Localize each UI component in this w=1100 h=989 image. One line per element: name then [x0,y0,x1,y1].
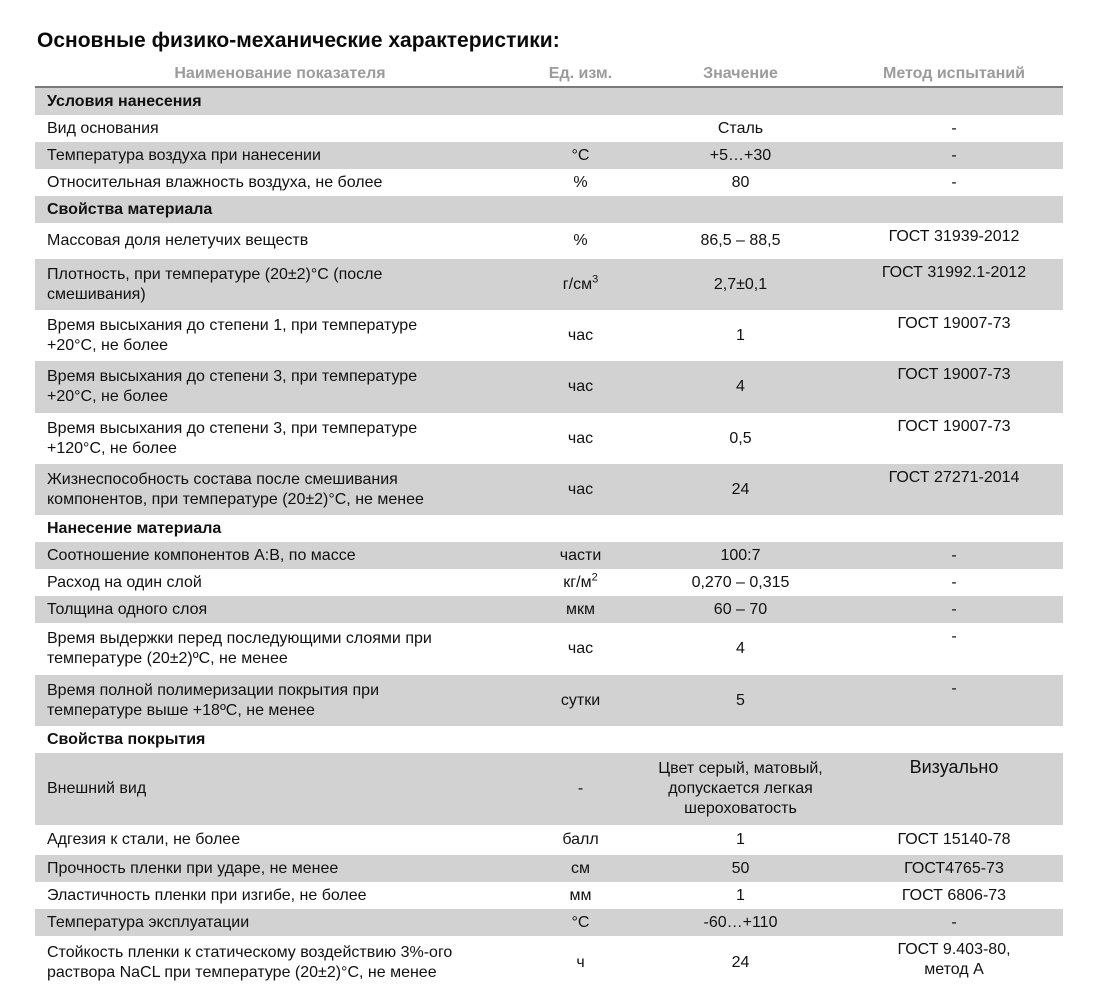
table-row [35,413,1063,464]
table-row [35,259,1063,310]
row-name: Соотношение компонентов А:В, по массе [35,542,525,569]
row-method: ГОСТ4765-73 [845,855,1063,882]
table-row [35,361,1063,413]
table-row [35,310,1063,361]
row-unit: % [525,169,636,196]
row-value: 0,5 [636,413,845,464]
row-value: 1 [636,310,845,361]
row-value: 0,270 – 0,315 [636,569,845,596]
row-name: Прочность пленки при ударе, не менее [35,855,525,882]
row-method: ГОСТ 31992.1-2012 [845,259,1063,310]
row-method: - [845,569,1063,596]
row-unit: $кг/м^2$ [525,569,636,596]
table-row [35,909,1063,936]
column-header-method: Метод испытаний [845,62,1063,87]
row-method: ГОСТ 6806-73 [845,882,1063,909]
row-name: Относительная влажность воздуха, не более [35,169,525,196]
table-header-row [35,62,1063,87]
row-value: +5…+30 [636,142,845,169]
row-method: Визуально [845,753,1063,825]
section-header-row [35,726,1063,753]
row-value: Сталь [636,115,845,142]
row-value: 80 [636,169,845,196]
row-value: 4 [636,361,845,413]
table-row [35,542,1063,569]
row-unit: °C [525,909,636,936]
table-row [35,936,1063,989]
row-method: ГОСТ 19007-73 [845,361,1063,413]
row-unit: балл [525,825,636,855]
row-value: 100:7 [636,542,845,569]
row-unit: - [525,753,636,825]
row-name: Стойкость пленки к статическому воздействию 3%-ого раствора NaCL при температуре (20±2)°C, не менее [35,936,525,989]
section-header-row [35,196,1063,223]
table-row [35,142,1063,169]
row-method: ГОСТ 15140-78 [845,825,1063,855]
section-title: Нанесение материала [35,515,1063,542]
table-row [35,855,1063,882]
row-unit: $г/см^3$ [525,259,636,310]
row-name: Температура эксплуатации [35,909,525,936]
row-name: Время высыхания до степени 1, при температуре +20°C, не более [35,310,525,361]
row-unit: части [525,542,636,569]
row-method: ГОСТ 31939-2012 [845,223,1063,259]
row-unit: ч [525,936,636,989]
row-unit: см [525,855,636,882]
row-unit: час [525,623,636,675]
row-value: 5 [636,675,845,726]
row-value: 24 [636,936,845,989]
row-name: Плотность, при температуре (20±2)°C (после смешивания) [35,259,525,310]
row-method: - [845,675,1063,726]
table-row [35,169,1063,196]
row-unit: час [525,361,636,413]
row-name: Эластичность пленки при изгибе, не более [35,882,525,909]
row-value: 24 [636,464,845,515]
row-value: 1 [636,882,845,909]
section-header-row [35,515,1063,542]
row-name: Расход на один слой [35,569,525,596]
row-method: - [845,115,1063,142]
row-method: - [845,909,1063,936]
row-unit: мм [525,882,636,909]
row-method: - [845,142,1063,169]
table-row [35,623,1063,675]
section-title: Свойства покрытия [35,726,1063,753]
row-unit: час [525,310,636,361]
row-name: Время полной полимеризации покрытия при температуре выше +18ºC, не менее [35,675,525,726]
row-name: Адгезия к стали, не более [35,825,525,855]
table-row [35,464,1063,515]
column-header-name: Наименование показателя [35,62,525,87]
row-value: 4 [636,623,845,675]
row-unit: час [525,413,636,464]
row-value: -60…+110 [636,909,845,936]
row-value: 2,7±0,1 [636,259,845,310]
row-value: 86,5 – 88,5 [636,223,845,259]
row-method: ГОСТ 19007-73 [845,310,1063,361]
row-value: 1 [636,825,845,855]
section-title: Условия нанесения [35,87,1063,115]
row-value: 50 [636,855,845,882]
row-unit: час [525,464,636,515]
row-unit: сутки [525,675,636,726]
table-row [35,825,1063,855]
row-method: ГОСТ 27271-2014 [845,464,1063,515]
table-row [35,115,1063,142]
row-unit: % [525,223,636,259]
row-name: Массовая доля нелетучих веществ [35,223,525,259]
row-name: Время высыхания до степени 3, при температуре +120°C, не более [35,413,525,464]
table-row [35,882,1063,909]
table-row [35,569,1063,596]
row-unit: °C [525,142,636,169]
row-name: Жизнеспособность состава после смешивания компонентов, при температуре (20±2)°C, не менее [35,464,525,515]
row-name: Внешний вид [35,753,525,825]
row-method: - [845,542,1063,569]
section-header-row [35,87,1063,115]
row-name: Температура воздуха при нанесении [35,142,525,169]
row-name: Вид основания [35,115,525,142]
column-header-unit: Ед. изм. [525,62,636,87]
characteristics-table [35,62,1063,989]
row-value: Цвет серый, матовый, допускается легкая шероховатость [636,753,845,825]
row-name: Время высыхания до степени 3, при температуре +20°C, не более [35,361,525,413]
column-header-value: Значение [636,62,845,87]
row-value: 60 – 70 [636,596,845,623]
table-row [35,753,1063,825]
table-row [35,675,1063,726]
row-method: - [845,596,1063,623]
row-unit: мкм [525,596,636,623]
section-title: Свойства материала [35,196,1063,223]
table-row [35,596,1063,623]
row-method: - [845,169,1063,196]
row-name: Толщина одного слоя [35,596,525,623]
page-title: Основные физико-механические характеристики: [37,29,560,52]
row-name: Время выдержки перед последующими слоями при температуре (20±2)ºC, не менее [35,623,525,675]
row-method: ГОСТ 9.403-80, метод А [845,936,1063,989]
row-method: - [845,623,1063,675]
row-method: ГОСТ 19007-73 [845,413,1063,464]
row-unit [525,115,636,142]
table-row [35,223,1063,259]
